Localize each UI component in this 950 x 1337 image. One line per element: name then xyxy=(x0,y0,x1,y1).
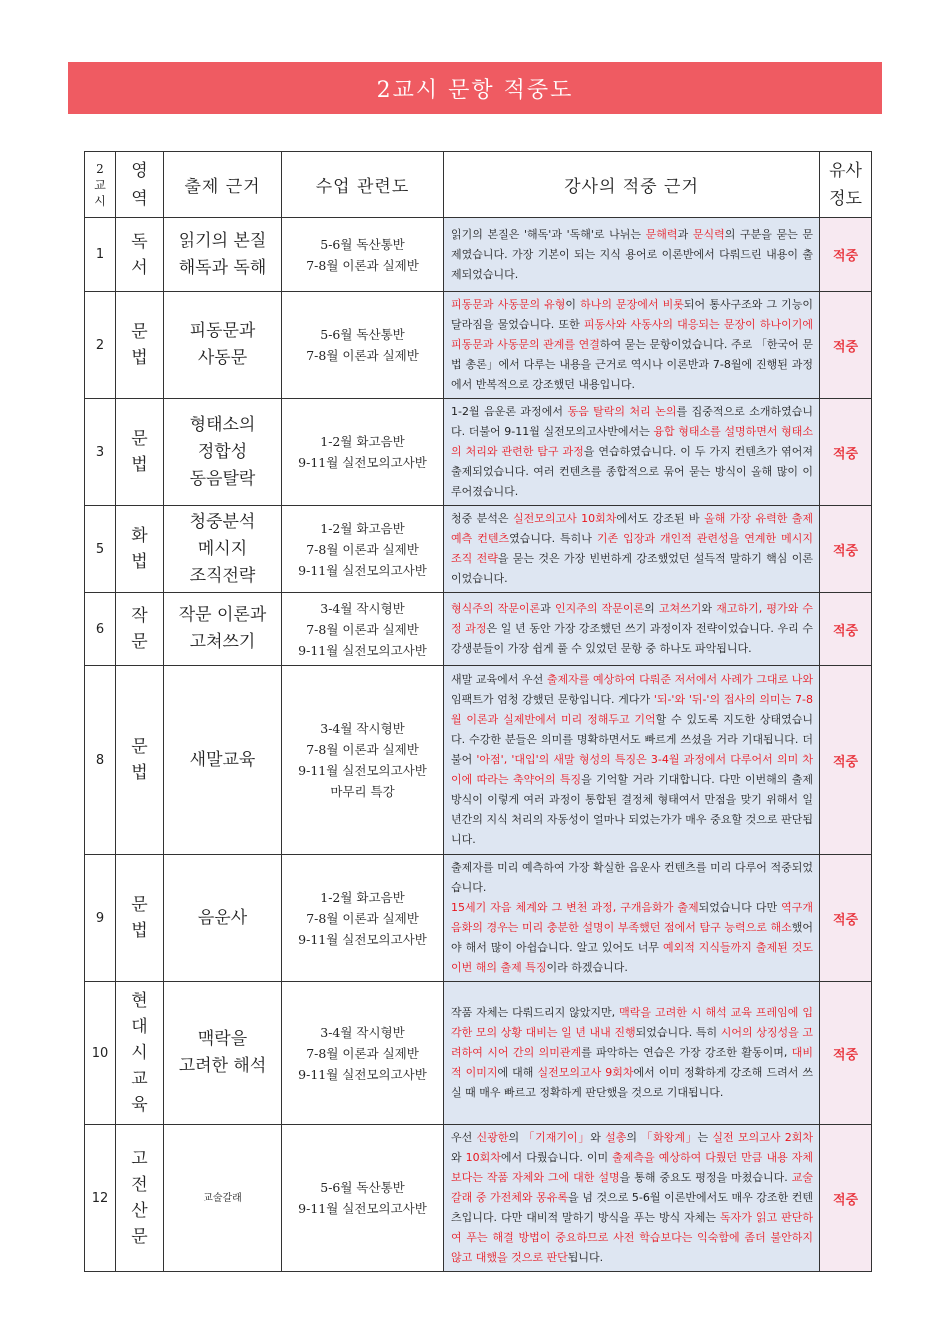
reason-text: 와 xyxy=(590,1131,606,1144)
reason-text: 를 집중적으로 소개하였습니다. 더불어 9-11월 실전모의고사반에서는 xyxy=(451,405,814,438)
row-number: 5 xyxy=(85,506,116,593)
highlight-text: 신광한 xyxy=(476,1131,509,1144)
basis-line: 읽기의 본질 xyxy=(178,230,267,251)
highlight-text: 융합 형태소를 설명하면서 형태소의 처리와 관련한 탐구 과정 xyxy=(451,425,813,458)
row-area xyxy=(116,855,164,982)
highlight-text: 「화왕계」 xyxy=(641,1131,698,1144)
row-area xyxy=(116,666,164,855)
area-char: 산 xyxy=(131,1201,148,1221)
lesson-line: 3-4월 작시형반 xyxy=(320,1024,405,1040)
table-row xyxy=(85,982,872,1125)
header-lesson: 수업 관련도 xyxy=(282,152,444,218)
basis-line: 음운사 xyxy=(197,907,248,928)
table-row xyxy=(85,218,872,292)
table-row xyxy=(85,506,872,593)
area-char: 화 xyxy=(131,526,148,546)
reason-text: 의 xyxy=(626,1131,642,1144)
lesson-line: 9-11월 실전모의고사반 xyxy=(298,1066,427,1082)
reason-text: 에서도 강조된 바 xyxy=(616,512,705,525)
area-char: 문 xyxy=(131,895,148,915)
reason-text: 할 수 있도록 지도한 상태였습니다. 수강한 분들은 의미를 명확하면서도 빠르게 쓰셨을 거라 기대됩니다. 더불어 xyxy=(451,713,814,766)
reason-text: 을 통해 중요도 평정을 마쳤습니다. xyxy=(619,1171,792,1184)
area-char: 고 xyxy=(131,1149,148,1169)
header-area: 영 역 xyxy=(116,152,164,218)
row-grade-badge: 적중 xyxy=(820,855,872,982)
area-char: 법 xyxy=(131,348,148,368)
basis-line: 교술갈래 xyxy=(203,1192,242,1204)
reason-text: 이 xyxy=(565,298,581,311)
reason-text: 임팩트가 엄청 강했던 문항입니다. 게다가 xyxy=(451,693,654,706)
reason-text: 에서 이미 정확하게 강조해 드려서 쓰실 때 매우 빠르고 정확하게 판단했을 것으로 기대됩니다. xyxy=(451,1066,813,1099)
highlight-text: 맥락을 고려한 시 해석 교육 프레임에 입각한 모의 상황 대비는 일 년 내내 진행 xyxy=(451,1006,814,1039)
highlight-text: 피동사와 사동사의 대응되는 문장이 하나이기에 피동문과 사동문의 관계를 연결 xyxy=(451,318,813,351)
highlight-text: 실전모의고사 9회차 xyxy=(537,1066,634,1079)
lesson-line: 5-6월 독산통반 xyxy=(320,327,405,342)
row-grade-badge: 적중 xyxy=(820,982,872,1125)
reason-text: 하여 묻는 문항이었습니다. 주로 「한국어 문법 총론」에서 다루는 내용을 근거로 역시나 이론반과 7-8월에 진행된 과정에서 반복적으로 강조했던 내용입니다. xyxy=(451,338,813,391)
row-basis xyxy=(164,506,282,593)
basis-line: 조직전략 xyxy=(189,565,256,586)
basis-line: 형태소의 xyxy=(189,414,256,435)
highlight-text: 출제자를 예상하여 다뤄준 저서에서 사례가 그대로 나와 xyxy=(546,673,813,686)
row-grade-badge: 적중 xyxy=(820,399,872,506)
area-char: 대 xyxy=(131,1017,148,1037)
table-row xyxy=(85,593,872,666)
lesson-line: 마무리 특강 xyxy=(330,784,395,799)
highlight-text: 실전 모의고사 2회차 xyxy=(712,1131,813,1144)
lesson-line: 7-8월 이론과 실제반 xyxy=(306,910,419,926)
highlight-text: 고쳐쓰기 xyxy=(658,602,702,615)
highlight-text: 시어의 상징성을 고려하여 시어 간의 의미관계 xyxy=(451,1026,813,1059)
reason-text: 을 연습하였습니다. 이 두 가지 컨텐츠가 엮어져 출제되었습니다. 여러 컨텐츠를 종합적으로 묶어 묻는 방식이 올해 많이 이루어졌습니다. xyxy=(451,445,813,498)
area-char: 문 xyxy=(131,429,148,449)
highlight-text: 하나의 문장에서 비롯 xyxy=(580,298,684,311)
area-char: 시 xyxy=(131,1043,148,1063)
area-char: 현 xyxy=(131,991,148,1011)
row-number: 1 xyxy=(85,218,116,292)
row-grade-badge: 적중 xyxy=(820,292,872,399)
hit-rate-table xyxy=(84,151,872,1272)
reason-text: 는 xyxy=(697,1131,713,1144)
row-reason xyxy=(444,982,820,1125)
row-grade-badge: 적중 xyxy=(820,666,872,855)
row-area xyxy=(116,593,164,666)
reason-text: 과 xyxy=(677,227,693,241)
row-area xyxy=(116,1125,164,1272)
row-basis xyxy=(164,292,282,399)
row-reason xyxy=(444,292,820,399)
reason-text: 을 기억할 거라 기대합니다. 다만 이번해의 출제 방식이 이렇게 여러 과정이 통합된 결정체 형태여서 만점을 맞기 위해서 일 년간의 지식 처리의 자동성이 얼마나 되었는가가 매우 중요할 것으로 판단됩니다. xyxy=(451,773,813,846)
row-lessons xyxy=(282,399,444,506)
row-number: 10 xyxy=(85,982,116,1125)
table-row xyxy=(85,855,872,982)
area-char: 법 xyxy=(131,455,148,475)
row-basis xyxy=(164,1125,282,1272)
area-char: 문 xyxy=(131,322,148,342)
basis-line: 청중분석 xyxy=(189,511,256,532)
reason-text: 작품 자체는 다뤄드리지 않았지만, xyxy=(451,1006,620,1019)
basis-line: 작문 이론과 xyxy=(178,605,267,625)
lesson-line: 3-4월 작시형반 xyxy=(320,600,405,616)
area-char: 법 xyxy=(131,921,148,941)
row-lessons xyxy=(282,292,444,399)
area-char: 문 xyxy=(131,632,148,652)
area-char: 작 xyxy=(131,606,148,626)
highlight-text: '되-'와 '뒤-'의 접사의 의미는 7-8월 이론과 실제반에서 미리 정해두고 기억 xyxy=(451,693,814,726)
reason-text: 였습니다. 특히나 xyxy=(509,532,597,545)
highlight-text: 출제측을 예상하여 다뤘던 만큼 내용 자체보다는 작품 자체와 그에 대한 설명 xyxy=(451,1151,814,1184)
title-banner xyxy=(68,62,882,114)
reason-text: 를 파악하는 연습은 가장 강조한 활동이며, xyxy=(581,1046,792,1059)
basis-line: 고쳐쓰기 xyxy=(189,632,256,652)
reason-text: 우선 xyxy=(451,1131,477,1144)
row-area xyxy=(116,292,164,399)
header-no: 2 교 시 xyxy=(85,152,116,218)
reason-text: 되어 통사구조와 그 기능이 달라짐을 물었습니다. 또한 xyxy=(451,298,813,331)
row-reason xyxy=(444,218,820,292)
reason-text: 의 xyxy=(508,1131,524,1144)
reason-text: 을 묻는 것은 가장 빈번하게 강조했었던 설득적 말하기 핵심 이론이었습니다. xyxy=(451,552,813,585)
header-row xyxy=(85,152,872,218)
row-area xyxy=(116,218,164,292)
row-basis xyxy=(164,855,282,982)
row-number: 9 xyxy=(85,855,116,982)
highlight-text: 설총 xyxy=(605,1131,627,1144)
lesson-line: 1-2월 화고음반 xyxy=(320,434,405,449)
reason-text: 을 넘 것으로 5-6월 이론반에서도 매우 강조한 컨텐츠입니다. 다만 대비적 말하기 방식을 푸는 방식 자체는 xyxy=(451,1191,814,1224)
highlight-text: 독자가 읽고 판단하여 푸는 해결 방법이 중요하므로 사전 학습보다는 익숙함에 좀더 불안하지 않고 대했을 것으로 판단 xyxy=(451,1211,813,1264)
row-reason xyxy=(444,399,820,506)
highlight-text: 「기재기이」 xyxy=(523,1131,591,1144)
reason-text: 와 xyxy=(451,1151,466,1164)
reason-text: 와 xyxy=(701,602,717,615)
reason-text: 됩니다. xyxy=(567,1251,604,1264)
row-reason xyxy=(444,1125,820,1272)
lesson-line: 9-11월 실전모의고사반 xyxy=(298,763,427,778)
row-lessons xyxy=(282,1125,444,1272)
area-char: 법 xyxy=(131,552,148,572)
reason-text: 되었습니다. 특히 xyxy=(635,1026,721,1039)
reason-text: 은 일 년 동안 가장 강조했던 쓰기 과정이자 전략이었습니다. 우리 수강생분들이 가장 쉽게 풀 수 있었던 문항 중 하나도 파악됩니다. xyxy=(451,622,813,655)
row-number: 6 xyxy=(85,593,116,666)
basis-line: 새말교육 xyxy=(189,749,256,770)
basis-line: 해독과 독해 xyxy=(178,257,267,278)
highlight-text: 피동문과 사동문의 유형 xyxy=(451,298,566,311)
highlight-text: 재고하기, 평가와 수정 과정 xyxy=(451,602,814,635)
row-reason xyxy=(444,855,820,982)
row-number: 12 xyxy=(85,1125,116,1272)
table-row xyxy=(85,292,872,399)
row-lessons xyxy=(282,855,444,982)
area-char: 법 xyxy=(131,763,148,783)
reason-text: 새말 교육에서 우선 xyxy=(451,673,547,686)
basis-line: 동음탈락 xyxy=(189,468,256,489)
row-lessons xyxy=(282,666,444,855)
reason-text: 의 xyxy=(644,602,659,615)
row-lessons xyxy=(282,982,444,1125)
reason-text: 과 xyxy=(540,602,555,615)
reason-text: 출제자를 미리 예측하여 가장 확실한 음운사 컨텐츠를 미리 다루어 적중되었습니다. xyxy=(451,861,813,894)
lesson-line: 1-2월 화고음반 xyxy=(320,520,405,536)
row-reason xyxy=(444,666,820,855)
lesson-line: 7-8월 이론과 실제반 xyxy=(306,348,419,363)
highlight-text: 올해 가장 유력한 출제 예측 컨텐츠 xyxy=(451,512,814,545)
highlight-text: 동음 탈락의 처리 논의 xyxy=(567,405,677,418)
row-grade-badge: 적중 xyxy=(820,1125,872,1272)
lesson-line: 5-6월 독산통반 xyxy=(320,1180,405,1195)
basis-line: 사동문 xyxy=(197,348,248,368)
area-char: 육 xyxy=(131,1095,148,1115)
row-grade-badge: 적중 xyxy=(820,506,872,593)
highlight-text: 예외적 지식들까지 출제된 것도 이번 해의 출제 특징 xyxy=(451,941,813,974)
row-area xyxy=(116,506,164,593)
reason-text: 읽기의 본질은 '해독'과 '독해'로 나뉘는 xyxy=(451,227,646,241)
area-char: 서 xyxy=(131,257,148,278)
area-char: 전 xyxy=(131,1175,148,1195)
highlight-text: 교술갈래 중 가전체와 몽유록 xyxy=(451,1171,814,1204)
page-title: 2교시 문항 적중도 xyxy=(376,77,574,103)
row-number: 3 xyxy=(85,399,116,506)
basis-line: 맥락을 xyxy=(197,1029,248,1049)
row-grade-badge: 적중 xyxy=(820,593,872,666)
area-char: 문 xyxy=(131,1227,148,1247)
row-reason xyxy=(444,593,820,666)
row-area xyxy=(116,399,164,506)
highlight-text: 형식주의 작문이론 xyxy=(451,602,541,615)
row-basis xyxy=(164,593,282,666)
row-area xyxy=(116,982,164,1125)
row-number: 2 xyxy=(85,292,116,399)
area-char: 문 xyxy=(131,737,148,757)
highlight-text: 문식력 xyxy=(692,227,725,241)
area-char: 독 xyxy=(131,231,148,252)
basis-line: 메시지 xyxy=(197,538,248,559)
lesson-line: 9-11월 실전모의고사반 xyxy=(298,1201,427,1216)
lesson-line: 7-8월 이론과 실제반 xyxy=(306,742,419,757)
highlight-text: '아점', '대입'의 새말 형성의 특징은 3-4월 과정에서 다루어서 의미 차이에 따라는 축약어의 특징 xyxy=(451,753,813,786)
header-basis: 출제 근거 xyxy=(164,152,282,218)
row-lessons xyxy=(282,593,444,666)
reason-text: 에서 다뤘습니다. 이미 xyxy=(500,1151,613,1164)
highlight-text: 인지주의 작문이론 xyxy=(554,602,645,615)
row-basis xyxy=(164,399,282,506)
reason-text: 이라 하겠습니다. xyxy=(546,961,628,974)
header-reason: 강사의 적중 근거 xyxy=(444,152,820,218)
table-row xyxy=(85,1125,872,1272)
highlight-text: 문해력 xyxy=(645,227,678,241)
highlight-text: 역구개음화의 경우는 미리 충분한 설명이 부족했던 점에서 탐구 능력으로 해소 xyxy=(451,901,814,934)
highlight-text: 대비적 이미지 xyxy=(451,1046,813,1079)
row-basis xyxy=(164,666,282,855)
row-basis xyxy=(164,982,282,1125)
highlight-text: 15세기 자음 체계와 그 변천 과정, 구개음화가 출제 xyxy=(451,901,699,914)
lesson-line: 7-8월 이론과 실제반 xyxy=(306,541,419,557)
header-grade: 유사 정도 xyxy=(820,152,872,218)
reason-text: 의 구분을 묻는 문제였습니다. 가장 기본이 되는 지식 용어로 이론반에서 다뤄드린 내용이 출제되었습니다. xyxy=(451,227,814,281)
reason-text: 되었습니다 다만 xyxy=(698,901,782,914)
lesson-line: 9-11월 실전모의고사반 xyxy=(298,562,427,578)
lesson-line: 1-2월 화고음반 xyxy=(320,889,405,905)
lesson-line: 7-8월 이론과 실제반 xyxy=(306,257,419,273)
basis-line: 고려한 해석 xyxy=(178,1056,267,1076)
highlight-text: 기존 입장과 개인적 관련성을 연계한 메시지 조직 전략 xyxy=(451,532,813,565)
lesson-line: 5-6월 독산통반 xyxy=(320,236,405,252)
row-reason xyxy=(444,506,820,593)
table-row xyxy=(85,399,872,506)
reason-text: 에 대해 xyxy=(497,1066,538,1079)
row-number: 8 xyxy=(85,666,116,855)
row-lessons xyxy=(282,506,444,593)
basis-line: 피동문과 xyxy=(189,321,256,341)
table-row xyxy=(85,666,872,855)
lesson-line: 9-11월 실전모의고사반 xyxy=(298,455,427,470)
highlight-text: 실전모의고사 10회차 xyxy=(512,512,617,525)
row-basis xyxy=(164,218,282,292)
lesson-line: 3-4월 작시형반 xyxy=(320,721,405,736)
basis-line: 정합성 xyxy=(197,441,248,462)
lesson-line: 7-8월 이론과 실제반 xyxy=(306,1045,419,1061)
highlight-text: 10회차 xyxy=(465,1151,501,1164)
lesson-line: 9-11월 실전모의고사반 xyxy=(298,931,427,947)
row-lessons xyxy=(282,218,444,292)
reason-text: 했어야 해서 많이 아쉽습니다. 알고 있어도 너무 xyxy=(451,921,813,954)
row-grade-badge: 적중 xyxy=(820,218,872,292)
reason-text: 청중 분석은 xyxy=(451,512,513,525)
lesson-line: 9-11월 실전모의고사반 xyxy=(298,642,427,658)
lesson-line: 7-8월 이론과 실제반 xyxy=(306,621,419,637)
area-char: 교 xyxy=(131,1069,148,1089)
reason-text: 1-2월 음운론 과정에서 xyxy=(451,405,568,418)
